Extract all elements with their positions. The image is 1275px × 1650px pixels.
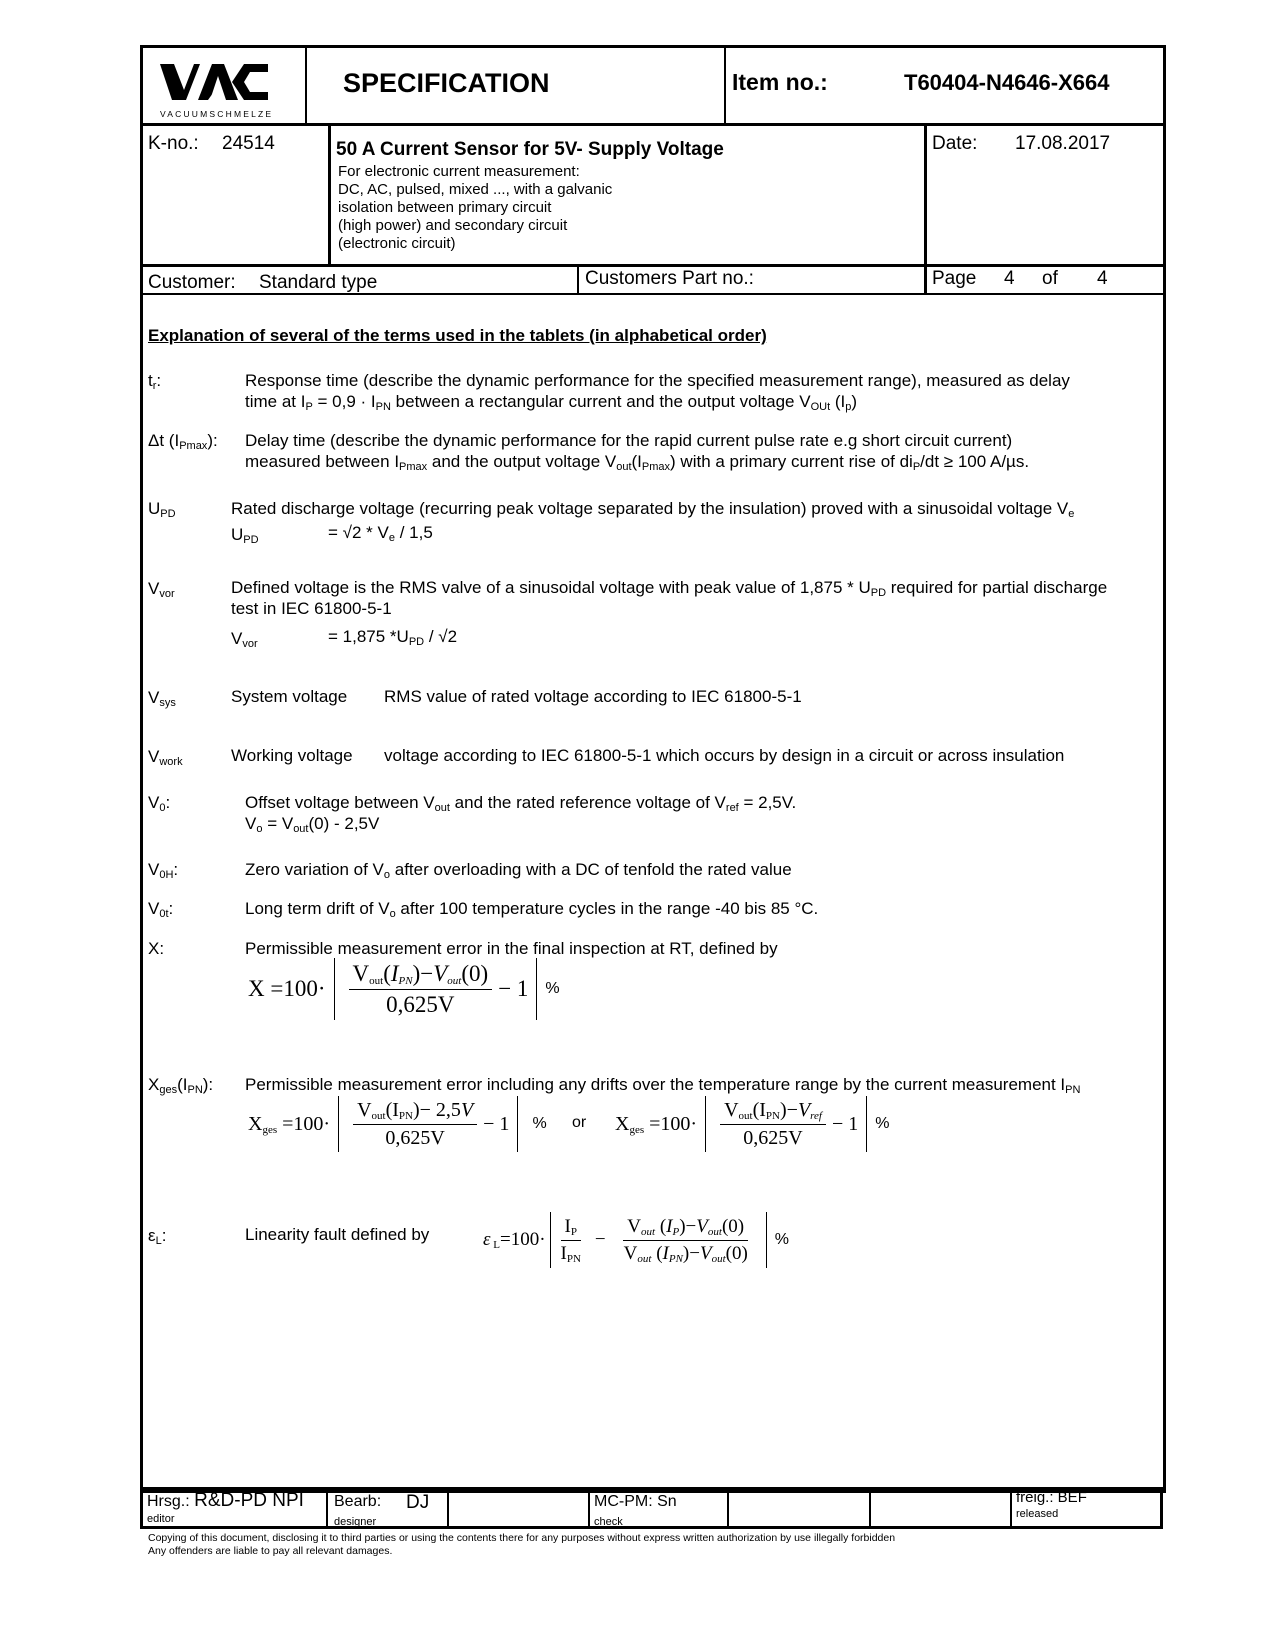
text-segment: :	[173, 860, 179, 879]
formula-lhs	[615, 1113, 697, 1136]
text-segment: ) with a primary current rise of di	[670, 452, 913, 471]
text-line	[231, 577, 1107, 598]
text-segment: V	[352, 960, 370, 986]
subscript: o	[256, 823, 263, 835]
numerator	[349, 961, 493, 990]
subscript: out	[738, 1109, 753, 1122]
subscript: L	[155, 1235, 162, 1247]
denominator: 0,625V	[386, 991, 455, 1017]
term-label-vsys	[148, 687, 176, 708]
abs-bar	[705, 1096, 706, 1152]
percent-unit: %	[875, 1115, 890, 1132]
text-segment: )−	[412, 960, 434, 986]
subscript: PN	[398, 1109, 413, 1122]
fraction	[620, 1216, 752, 1265]
description-line: (high power) and secondary circuit	[338, 217, 568, 234]
subscript: Pmax	[641, 461, 671, 473]
subscript: P	[672, 1225, 680, 1238]
italic-symbol: V	[433, 960, 448, 986]
text-segment: ε	[148, 1226, 156, 1245]
numerator	[623, 1216, 748, 1241]
subscript: e	[388, 532, 395, 544]
text-segment: Delay time (describe the dynamic performance for the rapid current pulse rate e.g short circuit current)	[245, 431, 1013, 450]
vac-logo-mark	[160, 62, 270, 102]
text-segment: :	[161, 1226, 167, 1245]
numerator	[561, 1216, 581, 1241]
fraction	[349, 961, 493, 1018]
subscript: p	[845, 401, 852, 413]
abs-bar	[517, 1096, 518, 1152]
italic-symbol: I	[662, 1242, 669, 1264]
text-segment: / √2	[424, 627, 458, 646]
text-segment: (0) - 2,5V	[308, 814, 380, 833]
editor-value: R&D-PD NPI	[194, 1490, 304, 1511]
vac-logo	[160, 62, 274, 119]
text-segment: V	[148, 860, 160, 879]
item-no-value: T60404-N4646-X664	[904, 70, 1110, 95]
percent-unit: %	[532, 1115, 547, 1132]
equation-lhs	[231, 524, 259, 545]
text-segment: X	[615, 1112, 630, 1135]
equation-rhs	[328, 522, 433, 543]
subscript: P	[305, 401, 313, 413]
term-label-xges	[148, 1074, 213, 1095]
term-text-vsys: RMS value of rated voltage according to IEC 61800-5-1	[384, 687, 802, 706]
italic-symbol: ε	[483, 1229, 491, 1250]
formula-tail: − 1	[831, 1112, 859, 1135]
fraction	[720, 1099, 826, 1150]
abs-bar	[338, 1096, 339, 1152]
divider	[140, 123, 1163, 126]
text-segment: V	[148, 579, 160, 598]
percent-unit: %	[545, 980, 560, 997]
formula-xges-2	[615, 1096, 889, 1152]
text-segment: test in IEC 61800-5-1	[231, 599, 392, 618]
divider	[869, 1487, 871, 1529]
text-segment: after overloading with a DC of tenfold the rated value	[390, 860, 792, 879]
description-line: isolation between primary circuit	[338, 199, 552, 216]
text-segment: (	[651, 1242, 663, 1264]
subscript: ref	[725, 802, 739, 814]
text-segment: =100·	[644, 1112, 698, 1135]
subscript: r	[152, 380, 157, 392]
divider	[577, 266, 579, 294]
text-segment: ):	[202, 1075, 214, 1094]
term-name-vsys: System voltage	[231, 687, 348, 706]
divider	[140, 264, 1163, 267]
page-number: 4	[1004, 268, 1015, 289]
editor-field	[147, 1490, 304, 1512]
text-segment: / 1,5	[394, 523, 433, 542]
subscript: PN	[765, 1109, 780, 1122]
page-total: 4	[1097, 268, 1108, 289]
text-segment: t	[148, 371, 153, 390]
text-segment: V	[148, 747, 160, 766]
divider	[924, 125, 927, 294]
term-label-vvor	[148, 578, 175, 599]
abs-bar	[866, 1096, 867, 1152]
text-segment: U	[148, 499, 161, 518]
customer-part-label: Customers Part no.:	[585, 268, 754, 289]
subscript: o	[383, 869, 391, 881]
term-text-vwork: voltage according to IEC 61800-5-1 which occurs by design in a circuit or across insulation	[384, 746, 1065, 765]
formula-lhs	[248, 1113, 330, 1136]
text-segment: /dt ≥ 100 A/µs.	[920, 452, 1030, 471]
text-segment: =100·	[277, 1112, 331, 1135]
text-line	[245, 451, 1029, 472]
subscript: out	[711, 1252, 726, 1265]
term-name-vwork: Working voltage	[231, 746, 353, 765]
formula-lhs: X =100·	[248, 976, 326, 1001]
text-segment: V	[357, 1098, 372, 1121]
divider	[305, 45, 307, 124]
divider	[326, 1487, 328, 1529]
text-segment: X	[148, 1075, 160, 1094]
text-segment: (I	[385, 1098, 399, 1121]
text-segment: required for partial discharge	[886, 578, 1108, 597]
subscript: OUt	[810, 401, 831, 413]
released-value: freig.: BEF	[1016, 1489, 1087, 1506]
text-segment: V	[231, 629, 243, 648]
product-title: 50 A Current Sensor for 5V- Supply Voltage	[336, 139, 724, 160]
subscript: PN	[668, 1252, 683, 1265]
term-label-vwork	[148, 746, 183, 767]
term-text-delay	[245, 430, 1029, 472]
subscript: out	[371, 1109, 386, 1122]
subscript: ref	[810, 1109, 822, 1122]
text-segment: Rated discharge voltage (recurring peak voltage separated by the insulation) proved with a sinusoidal voltage V	[231, 499, 1069, 518]
divider	[447, 1487, 449, 1529]
text-segment: V	[148, 688, 160, 707]
italic-symbol: I	[666, 1215, 673, 1237]
abs-bar	[334, 958, 335, 1020]
italic-symbol: V	[696, 1215, 708, 1237]
italic-symbol: V	[460, 1098, 474, 1121]
term-label-v0	[148, 792, 170, 813]
subscript: vor	[242, 638, 258, 650]
product-description	[338, 163, 612, 253]
text-segment: (I	[177, 1075, 188, 1094]
numerator	[353, 1099, 477, 1125]
numerator	[720, 1099, 826, 1125]
fraction	[353, 1099, 477, 1150]
text-line	[231, 598, 1107, 619]
abs-bar	[766, 1212, 767, 1268]
page-frame	[140, 45, 1166, 1493]
formula-linearity	[483, 1212, 789, 1268]
subscript: out	[369, 974, 384, 987]
text-segment: measured between I	[245, 452, 400, 471]
subscript: vor	[159, 588, 175, 600]
term-text-x	[245, 938, 778, 959]
subscript: out	[641, 1225, 656, 1238]
subscript: PN	[398, 974, 413, 987]
customer-value: Standard type	[259, 272, 378, 293]
subscript: ges	[262, 1123, 278, 1136]
text-segment: = √2 * V	[328, 523, 389, 542]
subscript: out	[616, 461, 632, 473]
text-segment: =100·	[499, 1229, 546, 1250]
text-segment: Response time (describe the dynamic performance for the specified measurement range), measured as delay	[245, 371, 1070, 390]
text-segment: )	[851, 392, 858, 411]
minus-sign: −	[594, 1229, 606, 1250]
italic-symbol: V	[797, 1098, 811, 1121]
text-segment: (0)	[725, 1242, 748, 1264]
text-segment: Defined voltage is the RMS valve of a sinusoidal voltage with peak value of 1,875 * U	[231, 578, 871, 597]
subscript: out	[434, 802, 450, 814]
text-segment: )−	[779, 1098, 798, 1121]
subscript: Pmax	[179, 440, 208, 452]
subscript: PN	[187, 1084, 203, 1096]
denominator: 0,625V	[743, 1126, 803, 1149]
subscript: ges	[629, 1123, 645, 1136]
formula-lhs	[483, 1229, 546, 1251]
text-segment: Permissible measurement error in the final inspection at RT, defined by	[245, 939, 778, 958]
page-label: Page	[932, 268, 977, 289]
or-label: or	[572, 1114, 587, 1131]
term-text-xges	[245, 1074, 1080, 1095]
formula-tail: − 1	[483, 1112, 510, 1135]
text-segment: ):	[207, 431, 218, 450]
subscript: PD	[870, 587, 887, 599]
designer-label: Bearb:	[334, 1493, 382, 1510]
text-segment: I	[564, 1215, 571, 1237]
subscript: out	[637, 1252, 652, 1265]
text-segment: (I	[830, 392, 846, 411]
term-text-upd	[231, 498, 1074, 519]
text-segment: = 0,9 · I	[312, 392, 376, 411]
subscript: 0t	[159, 908, 169, 920]
copyright-notice: Copying of this document, disclosing it to third parties or using the contents there for any purposes without express written authorization by use illegally forbidden	[148, 1532, 896, 1544]
term-text-v0t	[245, 898, 818, 919]
subscript: 0	[159, 802, 166, 814]
subscript: PD	[408, 636, 425, 648]
liability-notice: Any offenders are liable to pay all relevant damages.	[148, 1545, 393, 1557]
subscript: PN	[1065, 1084, 1081, 1096]
text-segment: Zero variation of V	[245, 860, 384, 879]
denominator	[620, 1241, 752, 1265]
divider	[724, 45, 726, 124]
text-segment: and the output voltage V	[427, 452, 617, 471]
subscript: out	[293, 823, 309, 835]
date-label: Date:	[932, 133, 978, 154]
designer-caption: designer	[334, 1516, 377, 1528]
description-line: (electronic circuit)	[338, 235, 456, 252]
subscript: e	[1068, 508, 1075, 520]
text-segment: V	[627, 1215, 642, 1237]
formula-tail: − 1	[498, 976, 529, 1001]
text-line	[245, 391, 1070, 412]
text-segment: :	[156, 371, 162, 390]
subscript: P	[570, 1225, 577, 1238]
subscript: 0H	[159, 869, 174, 881]
page-of-label: of	[1042, 268, 1058, 289]
text-segment: = 2,5V.	[738, 793, 797, 812]
text-segment: between a rectangular current and the output voltage V	[390, 392, 811, 411]
term-label-v0t	[148, 898, 173, 919]
text-segment: :	[168, 899, 174, 918]
section-title: Explanation of several of the terms used in the tablets (in alphabetical order)	[148, 326, 767, 345]
abs-bar	[536, 958, 537, 1020]
text-segment: )− 2,5	[412, 1098, 461, 1121]
item-no-label: Item no.:	[732, 69, 828, 95]
text-line	[245, 430, 1029, 451]
text-segment: Long term drift of V	[245, 899, 390, 918]
term-text-v0h	[245, 859, 792, 880]
subscript: Pmax	[399, 461, 428, 473]
description-line: DC, AC, pulsed, mixed ..., with a galvanic	[338, 181, 613, 198]
text-segment: after 100 temperature cycles in the range -40 bis 85 °C.	[395, 899, 819, 918]
text-segment: V	[724, 1098, 739, 1121]
text-segment: (	[655, 1215, 667, 1237]
abs-bar	[550, 1212, 551, 1268]
text-segment: )−	[679, 1215, 697, 1237]
editor-caption: editor	[147, 1513, 175, 1525]
k-no-value: 24514	[222, 133, 275, 154]
percent-unit: %	[774, 1231, 790, 1248]
text-segment: = 1,875 *U	[328, 627, 409, 646]
document-type: SPECIFICATION	[343, 68, 550, 98]
text-segment: (0)	[461, 960, 489, 986]
term-label-tr	[148, 370, 161, 391]
text-segment: I	[560, 1242, 567, 1264]
divider	[1010, 1487, 1012, 1529]
text-segment: :	[165, 793, 171, 812]
text-segment: X	[248, 1112, 263, 1135]
text-segment: (	[383, 960, 391, 986]
text-segment: Offset voltage between V	[245, 793, 435, 812]
check-value: MC-PM: Sn	[594, 1493, 677, 1510]
editor-label: Hrsg.:	[147, 1493, 190, 1510]
divider	[328, 125, 331, 265]
text-segment: V	[148, 899, 160, 918]
text-segment: time at I	[245, 392, 306, 411]
term-label-upd	[148, 498, 176, 519]
text-segment: X:	[148, 939, 165, 958]
equation-rhs	[328, 626, 457, 647]
italic-symbol: I	[390, 960, 399, 986]
subscript: ges	[159, 1084, 178, 1096]
equation-lhs	[231, 628, 258, 649]
denominator: 0,625V	[385, 1126, 445, 1149]
released-caption: released	[1016, 1508, 1059, 1520]
subscript: out	[447, 974, 462, 987]
text-line	[245, 370, 1070, 391]
formula-x	[248, 958, 560, 1020]
designer-value: DJ	[406, 1492, 430, 1513]
subscript: PN	[375, 401, 391, 413]
divider	[727, 1487, 729, 1529]
text-segment: Δt (I	[148, 431, 180, 450]
k-no-label: K-no.:	[148, 133, 199, 154]
text-segment: )−	[682, 1242, 700, 1264]
term-text-v0	[245, 792, 796, 834]
term-text-tr	[245, 370, 1070, 412]
text-segment: V	[148, 793, 160, 812]
denominator	[557, 1241, 585, 1265]
italic-symbol: V	[699, 1242, 712, 1264]
text-segment: V	[245, 814, 257, 833]
subscript: P	[912, 461, 921, 473]
text-segment: U	[231, 525, 244, 544]
subscript: PN	[566, 1252, 581, 1265]
text-segment: Permissible measurement error including any drifts over the temperature range by the current measurement I	[245, 1075, 1066, 1094]
subscript: PD	[160, 508, 176, 520]
text-segment: (I	[752, 1098, 766, 1121]
text-line	[245, 792, 796, 813]
term-label-v0h	[148, 859, 178, 880]
check-caption: check	[594, 1516, 623, 1528]
term-label-x	[148, 938, 164, 959]
subscript: work	[159, 756, 183, 768]
subscript: o	[389, 908, 396, 920]
subscript: out	[707, 1225, 722, 1238]
date-value: 17.08.2017	[1015, 133, 1111, 154]
text-segment: (0)	[721, 1215, 745, 1237]
text-segment: = V	[262, 814, 294, 833]
term-text-el: Linearity fault defined by	[245, 1225, 430, 1244]
subscript: PD	[243, 534, 259, 546]
text-segment: and the rated reference voltage of V	[449, 793, 726, 812]
formula-xges-1	[248, 1096, 547, 1152]
customer-label: Customer:	[148, 272, 236, 293]
text-segment: (I	[631, 452, 642, 471]
text-segment: V	[623, 1242, 638, 1264]
subscript: L	[490, 1239, 500, 1251]
subscript: sys	[159, 697, 176, 709]
term-label-el	[148, 1225, 166, 1246]
description-line: For electronic current measurement:	[338, 163, 580, 180]
text-line	[245, 813, 796, 834]
divider	[588, 1487, 590, 1529]
fraction	[557, 1216, 585, 1265]
term-label-delay	[148, 430, 218, 451]
logo-subtext: VACUUMSCHMELZE	[160, 109, 274, 119]
term-text-vvor	[231, 577, 1107, 619]
